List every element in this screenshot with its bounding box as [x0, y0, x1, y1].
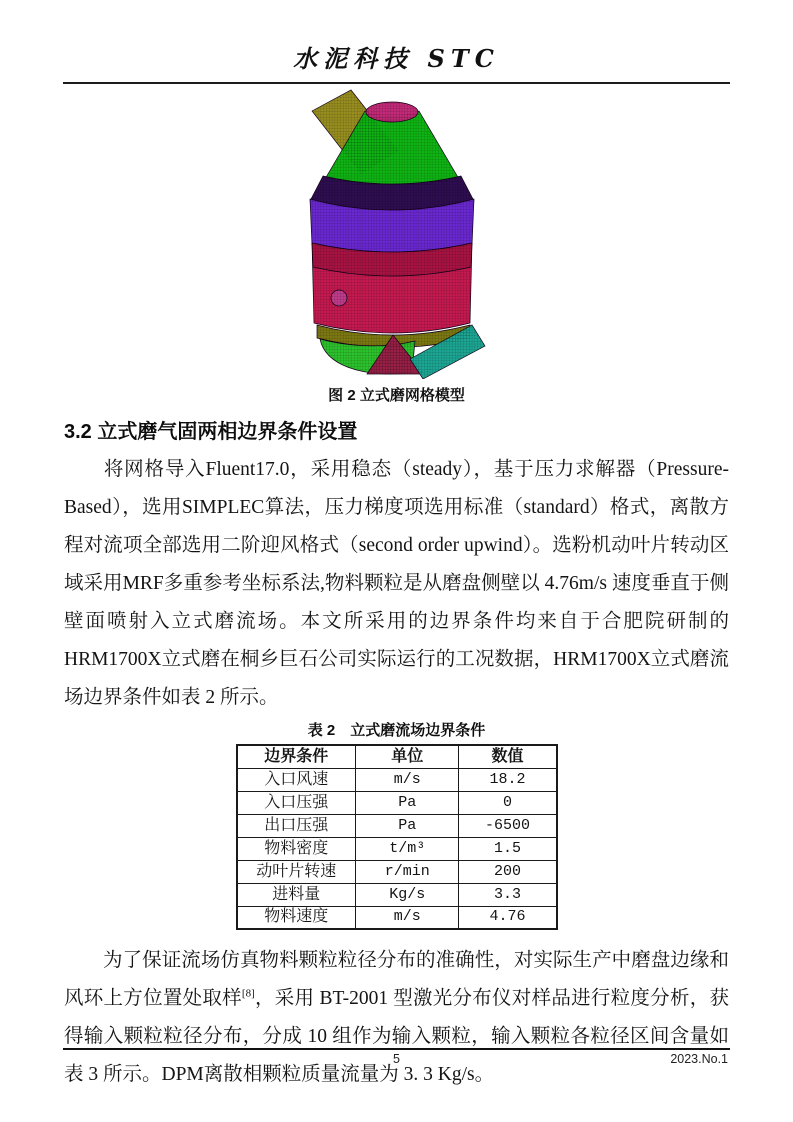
- cell-value: 200: [459, 860, 557, 883]
- cell-value: 0: [459, 791, 557, 814]
- cell-unit: m/s: [356, 906, 459, 929]
- cell-condition: 出口压强: [237, 814, 356, 837]
- page-number: 5: [393, 1052, 400, 1066]
- table-row: [237, 906, 557, 929]
- column-header-condition: 边界条件: [237, 745, 356, 768]
- cell-value: 4.76: [459, 906, 557, 929]
- paragraph-particle-sampling: [64, 942, 729, 1094]
- cell-unit: t/m³: [356, 837, 459, 860]
- table-row: [237, 768, 557, 791]
- cell-value: 18.2: [459, 768, 557, 791]
- cell-value: 1.5: [459, 837, 557, 860]
- reference-marker: [8]: [241, 987, 255, 1000]
- cell-condition: 物料速度: [237, 906, 356, 929]
- table-row: [237, 791, 557, 814]
- paragraph1-text: 将网格导入Fluent17.0，采用稳态（steady），基于压力求解器（Pressure-Based），选用SIMPLEC算法，压力梯度项选用标准（standard）格式，离散方程对流项全部选用二阶迎风格式（second order upwind）。选粉机动叶片转动区域采用MRF多重参考坐标系法,物料颗粒是从磨盘侧壁以 4.76m/s 速度垂直于侧壁面喷射入立式磨流场。本文所采用的边界条件均来自于合肥院研制的HRM1700X立式磨在桐乡巨石公司实际运行的工况数据，HRM1700X立式磨流场边界条件如表 2 所示。: [64, 459, 729, 708]
- cell-unit: m/s: [356, 768, 459, 791]
- figure-mesh-model: [0, 89, 793, 405]
- table-row: [237, 883, 557, 906]
- table-row: [237, 860, 557, 883]
- paragraph-boundary-setup: [64, 451, 729, 717]
- column-header-value: 数值: [459, 745, 557, 768]
- table-row: [237, 837, 557, 860]
- cell-value: 3.3: [459, 883, 557, 906]
- section-heading: 3.2 立式磨气固两相边界条件设置: [64, 421, 358, 443]
- cell-value: -6500: [459, 814, 557, 837]
- cell-unit: Kg/s: [356, 883, 459, 906]
- mesh-model-image: [287, 89, 507, 379]
- page-footer: [0, 1048, 793, 1068]
- cell-unit: Pa: [356, 791, 459, 814]
- journal-title: 水泥科技 STC: [293, 44, 500, 73]
- figure-caption: 图 2 立式磨网格模型: [328, 387, 465, 404]
- paragraph2-after-ref: ，采用 BT-2001 型激光分布仪对样品进行粒度分析，获得输入颗粒粒径分布，分成 10 组作为输入颗粒，输入颗粒各粒径区间含量如表 3 所示。DPM离散相颗粒质量流量为 3. 3 Kg/s。: [64, 988, 729, 1085]
- cell-condition: 入口风速: [237, 768, 356, 791]
- table-header-row: [237, 745, 557, 768]
- table-row: [237, 814, 557, 837]
- cell-unit: Pa: [356, 814, 459, 837]
- header-rule: [63, 82, 730, 84]
- table-title: 表 2 立式磨流场边界条件: [307, 722, 486, 739]
- cell-condition: 动叶片转速: [237, 860, 356, 883]
- paragraph2-before-ref: 为了保证流场仿真物料颗粒粒径分布的准确性，对实际生产中磨盘边缘和风环上方位置处取样: [64, 950, 729, 1009]
- mesh-grid-overlay: [310, 90, 485, 379]
- cell-unit: r/min: [356, 860, 459, 883]
- column-header-unit: 单位: [356, 745, 459, 768]
- boundary-conditions-table: [236, 744, 558, 930]
- cell-condition: 进料量: [237, 883, 356, 906]
- cell-condition: 物料密度: [237, 837, 356, 860]
- cell-condition: 入口压强: [237, 791, 356, 814]
- issue-label: 2023.No.1: [670, 1052, 728, 1066]
